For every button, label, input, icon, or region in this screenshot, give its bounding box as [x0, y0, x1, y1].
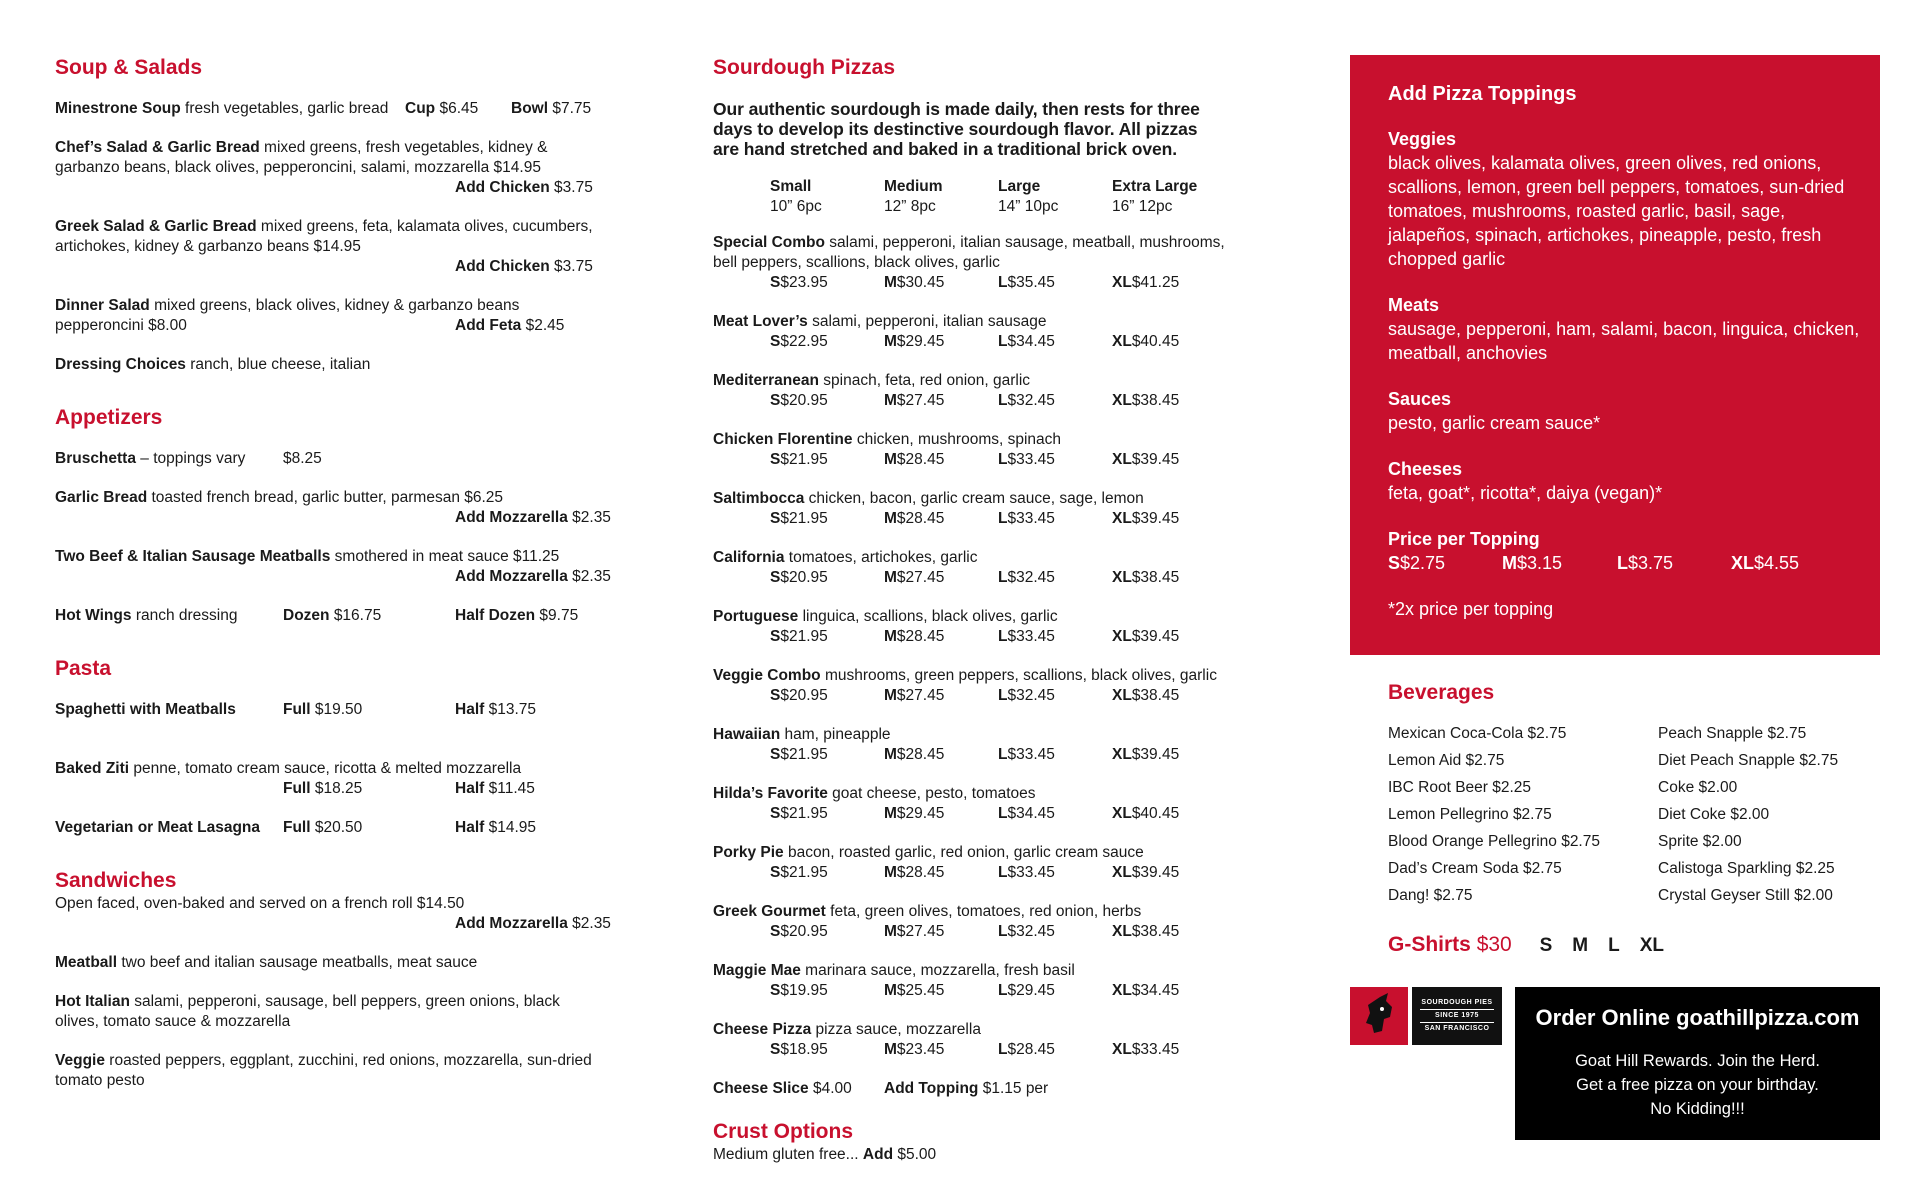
toppings-title: Add Pizza Toppings [1388, 83, 1577, 105]
menu-item-greek-salad: Greek Salad & Garlic Bread mixed greens, feta, kalamata olives, cucumbers, artichokes, kidney & garbanzo beans $14.95 Add Chicken $3.75 [55, 218, 593, 275]
order-online-panel[interactable] [1515, 987, 1880, 1140]
crust-option: Medium gluten free... Add $5.00 [713, 1146, 937, 1163]
menu-item-lasagna: Vegetarian or Meat Lasagna Full $20.50 Half $14.95 [55, 819, 537, 836]
menu-item-hot-italian: Hot Italian salami, pepperoni, sausage, bell peppers, green onions, black olives, tomato sauce & mozzarella [55, 993, 560, 1030]
pizza-item: Hilda’s Favorite goat cheese, pesto, tomatoes S $21.95 M $29.45 L $34.45 XL $40.45 [713, 785, 1180, 822]
section-title-soup: Soup & Salads [55, 56, 203, 79]
menu-item-meatball-sandwich: Meatball two beef and italian sausage meatballs, meat sauce [55, 954, 478, 971]
menu-item-hot-wings: Hot Wings ranch dressing Dozen $16.75 Half Dozen $9.75 [55, 607, 579, 624]
pizza-item: Hawaiian ham, pineapple S $21.95 M $28.45 L $33.45 XL $39.45 [713, 726, 1180, 763]
rewards-line-2: Get a free pizza on your birthday. [1576, 1076, 1819, 1094]
pizza-item: Greek Gourmet feta, green olives, tomatoes, red onion, herbs S $20.95 M $27.45 L $32.45 XL $38.45 [713, 903, 1180, 940]
pizza-item: Mediterranean spinach, feta, red onion, garlic S $20.95 M $27.45 L $32.45 XL $38.45 [713, 372, 1180, 409]
rewards-line-1: Goat Hill Rewards. Join the Herd. [1575, 1052, 1820, 1070]
goat-logo-icon [1350, 987, 1408, 1045]
menu-item-veggie-sandwich: Veggie roasted peppers, eggplant, zucchini, red onions, mozzarella, sun-dried tomato pesto [55, 1052, 592, 1089]
menu-item-dressing: Dressing Choices ranch, blue cheese, italian [55, 356, 371, 373]
toppings-veggies: Veggies black olives, kalamata olives, green olives, red onions, scallions, lemon, green bell peppers, tomatoes, sun-dried tomatoes, mushrooms, roasted garlic, basil, sage, jalapeños, spinach, artichokes, pineapple, pesto, fresh chopped garlic [1388, 129, 1845, 269]
pizza-intro: Our authentic sourdough is made daily, then rests for three days to develop its destinctive sourdough flavor. All pizzas are hand stretched and baked in a traditional brick oven. [713, 99, 1200, 159]
sandwich-intro: Open faced, oven-baked and served on a french roll $14.50 Add Mozzarella $2.35 [55, 895, 611, 932]
menu-item-baked-ziti: Baked Ziti penne, tomato cream sauce, ricotta & melted mozzarella Full $18.25 Half $11.45 [55, 760, 535, 797]
menu-item-chef-salad: Chef’s Salad & Garlic Bread mixed greens, fresh vegetables, kidney & garbanzo beans, black olives, pepperoncini, salami, mozzarella $14.95 Add Chicken $3.75 [55, 139, 593, 196]
beverages-col-2: Peach Snapple $2.75 Diet Peach Snapple $2.75 Coke $2.00 Diet Coke $2.00 Sprite $2.00 Calistoga Sparkling $2.25 Crystal Geyser Still $2.00 [1658, 725, 1839, 904]
pizza-item: Portuguese linguica, scallions, black olives, garlic S $21.95 M $28.45 L $33.45 XL $39.45 [713, 608, 1180, 645]
toppings-cheeses: Cheeses feta, goat*, ricotta*, daiya (vegan)* [1388, 459, 1663, 503]
left-column [55, 55, 625, 1110]
menu-item-spaghetti: Spaghetti with Meatballs Full $19.50 Half $13.75 [55, 701, 537, 718]
order-online-link[interactable]: Order Online goathillpizza.com [1535, 1005, 1860, 1030]
rewards-line-3: No Kidding!!! [1650, 1100, 1745, 1118]
toppings-meats: Meats sausage, pepperoni, ham, salami, bacon, linguica, chicken, meatball, anchovies [1388, 295, 1860, 363]
gshirts-offer: G-Shirts $30 S M L XL [1388, 933, 1664, 956]
toppings-sauces: Sauces pesto, garlic cream sauce* [1388, 389, 1601, 433]
brand-badge: SOURDOUGH PIES SINCE 1975 SAN FRANCISCO [1412, 987, 1502, 1045]
menu-item-bruschetta: Bruschetta – toppings vary $8.25 [55, 450, 322, 467]
beverages-section [1388, 680, 1888, 910]
pizza-size-header: Small 10” 6pc Medium 12” 8pc Large 14” 10pc Extra Large 16” 12pc [770, 178, 1198, 215]
pizza-item: California tomatoes, artichokes, garlic S $20.95 M $27.45 L $32.45 XL $38.45 [713, 549, 1180, 586]
middle-column [713, 55, 1253, 1165]
toppings-note: *2x price per topping [1388, 599, 1554, 619]
pizza-list [713, 233, 1253, 1060]
menu-item-meatballs: Two Beef & Italian Sausage Meatballs smothered in meat sauce $11.25 Add Mozzarella $2.35 [55, 548, 611, 585]
section-title-appetizers: Appetizers [55, 406, 163, 429]
pizza-item: Veggie Combo mushrooms, green peppers, scallions, black olives, garlic S $20.95 M $27.45 L $32.45 XL $38.45 [713, 667, 1217, 704]
pizza-item: Chicken Florentine chicken, mushrooms, spinach S $21.95 M $28.45 L $33.45 XL $39.45 [713, 431, 1180, 468]
pizza-item: Porky Pie bacon, roasted garlic, red onion, garlic cream sauce S $21.95 M $28.45 L $33.45 XL $39.45 [713, 844, 1180, 881]
section-title-sandwiches: Sandwiches [55, 869, 177, 892]
toppings-panel [1350, 55, 1880, 655]
toppings-price: Price per Topping S $2.75 M $3.15 L $3.75 XL $4.55 [1388, 529, 1800, 573]
pizza-extras: Cheese Slice $4.00 Add Topping $1.15 per [713, 1080, 1049, 1097]
menu-item-garlic-bread: Garlic Bread toasted french bread, garlic butter, parmesan $6.25 Add Mozzarella $2.35 [55, 489, 611, 526]
menu-item-minestrone: Minestrone Soup fresh vegetables, garlic bread Cup $6.45 Bowl $7.75 [55, 100, 592, 117]
pizza-item: Maggie Mae marinara sauce, mozzarella, fresh basil S $19.95 M $25.45 L $29.45 XL $34.45 [713, 962, 1180, 999]
pizza-item: Saltimbocca chicken, bacon, garlic cream sauce, sage, lemon S $21.95 M $28.45 L $33.45 XL $39.45 [713, 490, 1180, 527]
section-title-pizzas: Sourdough Pizzas [713, 56, 896, 79]
beverages-col-1: Mexican Coca-Cola $2.75 Lemon Aid $2.75 IBC Root Beer $2.25 Lemon Pellegrino $2.75 Blood Orange Pellegrino $2.75 Dad’s Cream Soda $2.75 Dang! $2.75 [1388, 725, 1600, 904]
pizza-item: Cheese Pizza pizza sauce, mozzarella S $18.95 M $23.45 L $28.45 XL $33.45 [713, 1021, 1180, 1058]
section-title-crust: Crust Options [713, 1120, 853, 1143]
section-title-beverages: Beverages [1388, 681, 1495, 704]
pizza-item: Meat Lover’s salami, pepperoni, italian sausage S $22.95 M $29.45 L $34.45 XL $40.45 [713, 313, 1180, 350]
section-title-pasta: Pasta [55, 657, 112, 680]
pizza-item: Special Combo salami, pepperoni, italian sausage, meatball, mushrooms, bell peppers, scallions, black olives, garlic S $23.95 M $30.45 L $35.45 XL $41.25 [713, 234, 1225, 291]
menu-item-dinner-salad: Dinner Salad mixed greens, black olives, kidney & garbanzo beans pepperoncini $8.00 Add Feta $2.45 [55, 297, 565, 334]
